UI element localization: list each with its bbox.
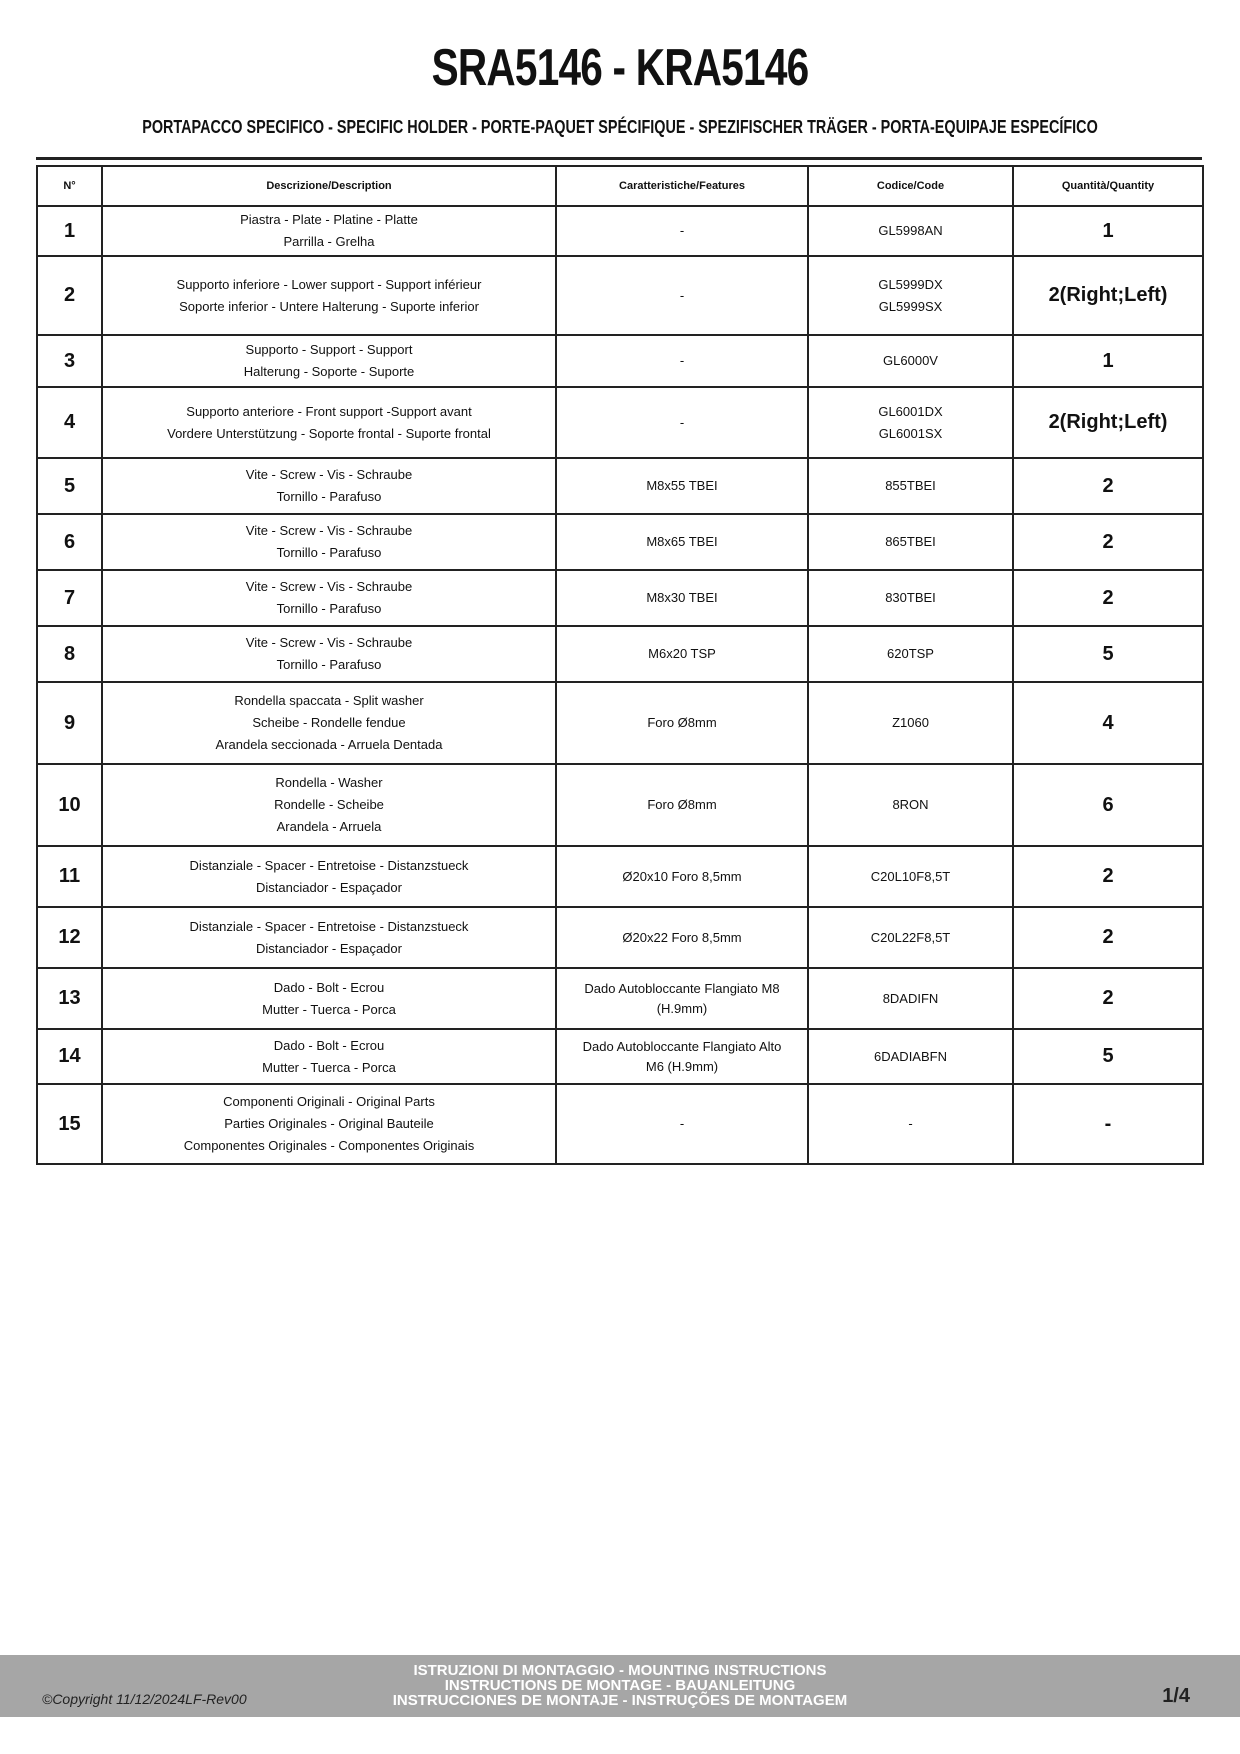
description-line: Vite - Screw - Vis - Schraube <box>245 635 413 650</box>
table-row <box>37 968 1203 1029</box>
code-line: 865TBEI <box>885 534 936 549</box>
cell-code <box>808 335 1013 387</box>
code-line: GL6001SX <box>878 425 943 441</box>
cell-features <box>556 907 808 968</box>
description-line: Dado - Bolt - Ecrou <box>273 979 385 995</box>
cell-code <box>808 907 1013 968</box>
features-line: M8x55 TBEI <box>646 478 718 493</box>
cell-number: 13 <box>37 968 102 1029</box>
cell-description <box>102 514 556 570</box>
table-row <box>37 1029 1203 1084</box>
cell-features <box>556 846 808 907</box>
cell-number: 3 <box>37 335 102 387</box>
features-line: (H.9mm) <box>656 1000 708 1016</box>
cell-features <box>556 387 808 458</box>
description-line: Mutter - Tuerca - Porca <box>262 1059 396 1075</box>
cell-features <box>556 1084 808 1164</box>
code-line: 6DADIABFN <box>874 1048 947 1064</box>
description-line: Mutter - Tuerca - Porca <box>262 1001 396 1017</box>
description-line: Distanziale - Spacer - Entretoise - Distanzstueck <box>189 857 469 873</box>
cell-number: 14 <box>37 1029 102 1084</box>
description-line: Vite - Screw - Vis - Schraube <box>245 467 413 482</box>
description-line: Tornillo - Parafuso <box>276 657 382 672</box>
cell-quantity: 5 <box>1013 1029 1203 1084</box>
code-line: 855TBEI <box>885 478 936 493</box>
description-line: Arandela - Arruela <box>276 819 382 834</box>
features-line: M8x65 TBEI <box>646 534 718 549</box>
table-header-row <box>37 166 1203 206</box>
features-line: - <box>679 287 685 303</box>
column-header-code: Codice/Code <box>808 166 1013 206</box>
column-header-number: N° <box>37 166 102 206</box>
cell-code <box>808 626 1013 682</box>
table-row <box>37 570 1203 626</box>
description-line: Distanciador - Espaçador <box>256 940 402 956</box>
page-title: SRA5146 - KRA5146 <box>431 39 809 97</box>
description-line: Vordere Unterstützung - Soporte frontal - Suporte frontal <box>167 425 491 441</box>
cell-features <box>556 1029 808 1084</box>
cell-quantity: 4 <box>1013 682 1203 764</box>
cell-code <box>808 764 1013 846</box>
cell-description <box>102 626 556 682</box>
cell-quantity: 2(Right;Left) <box>1013 387 1203 458</box>
table-row <box>37 206 1203 256</box>
description-line: Supporto inferiore - Lower support - Support inférieur <box>176 276 482 292</box>
features-line: Dado Autobloccante Flangiato M8 <box>584 980 780 996</box>
cell-code <box>808 206 1013 256</box>
features-line: M8x30 TBEI <box>646 590 718 605</box>
cell-features <box>556 458 808 514</box>
table-row <box>37 1084 1203 1164</box>
code-line: 8RON <box>892 797 929 812</box>
cell-code <box>808 514 1013 570</box>
code-line: GL5999SX <box>878 298 943 314</box>
cell-number: 7 <box>37 570 102 626</box>
description-line: Tornillo - Parafuso <box>276 601 382 616</box>
cell-description <box>102 335 556 387</box>
description-line: Scheibe - Rondelle fendue <box>252 715 406 730</box>
cell-code <box>808 968 1013 1029</box>
table-row <box>37 256 1203 335</box>
page-subtitle: PORTAPACCO SPECIFICO - SPECIFIC HOLDER - PORTE-PAQUET SPÉCIFIQUE - SPEZIFISCHER TRÄGER - PORTA-EQUIPAJE ESPECÍFICO <box>142 117 1098 137</box>
table-row <box>37 458 1203 514</box>
cell-quantity: 1 <box>1013 206 1203 256</box>
cell-features <box>556 968 808 1029</box>
code-line: C20L10F8,5T <box>870 868 951 884</box>
code-line: GL5999DX <box>878 276 943 292</box>
code-line: C20L22F8,5T <box>870 929 951 945</box>
cell-description <box>102 846 556 907</box>
cell-code <box>808 458 1013 514</box>
cell-description <box>102 206 556 256</box>
parts-table-body <box>37 206 1203 1164</box>
cell-quantity: 6 <box>1013 764 1203 846</box>
cell-number: 2 <box>37 256 102 335</box>
description-line: Rondelle - Scheibe <box>274 797 384 812</box>
features-line: - <box>679 353 685 368</box>
footer-line: INSTRUCCIONES DE MONTAJE - INSTRUÇÕES DE MONTAGEM <box>392 1692 848 1709</box>
cell-description <box>102 570 556 626</box>
cell-quantity: 2 <box>1013 968 1203 1029</box>
features-line: - <box>679 223 685 238</box>
table-row <box>37 682 1203 764</box>
code-line: Z1060 <box>892 715 929 730</box>
column-header-features: Caratteristiche/Features <box>556 166 808 206</box>
title-divider <box>36 157 1202 160</box>
description-line: Halterung - Soporte - Suporte <box>243 364 415 379</box>
description-line: Rondella spaccata - Split washer <box>234 693 424 708</box>
cell-quantity: 5 <box>1013 626 1203 682</box>
description-line: Soporte inferior - Untere Halterung - Suporte inferior <box>179 298 479 314</box>
description-line: Distanciador - Espaçador <box>256 879 402 895</box>
code-line: GL6000V <box>883 353 938 368</box>
cell-quantity: 2 <box>1013 570 1203 626</box>
cell-number: 10 <box>37 764 102 846</box>
cell-code <box>808 570 1013 626</box>
description-line: Supporto anteriore - Front support -Support avant <box>186 403 472 419</box>
code-line: 620TSP <box>887 646 934 661</box>
cell-quantity: 2(Right;Left) <box>1013 256 1203 335</box>
description-line: Rondella - Washer <box>275 775 383 790</box>
cell-description <box>102 682 556 764</box>
description-line: Dado - Bolt - Ecrou <box>273 1037 385 1053</box>
column-header-quantity: Quantità/Quantity <box>1013 166 1203 206</box>
code-line: 8DADIFN <box>882 990 939 1006</box>
cell-features <box>556 256 808 335</box>
footer-instructions <box>360 1663 880 1708</box>
code-line: GL6001DX <box>878 403 943 419</box>
description-line: Tornillo - Parafuso <box>276 545 382 560</box>
code-line: GL5998AN <box>878 223 943 238</box>
code-line: - <box>908 1116 913 1131</box>
cell-code <box>808 682 1013 764</box>
cell-number: 12 <box>37 907 102 968</box>
column-header-description: Descrizione/Description <box>102 166 556 206</box>
cell-description <box>102 458 556 514</box>
cell-number: 1 <box>37 206 102 256</box>
description-line: Componentes Originales - Componentes Originais <box>183 1138 475 1153</box>
table-row <box>37 387 1203 458</box>
cell-features <box>556 206 808 256</box>
description-line: Componenti Originali - Original Parts <box>223 1094 435 1109</box>
cell-number: 4 <box>37 387 102 458</box>
cell-number: 5 <box>37 458 102 514</box>
description-line: Tornillo - Parafuso <box>276 489 382 504</box>
cell-features <box>556 335 808 387</box>
description-line: Arandela seccionada - Arruela Dentada <box>215 737 443 752</box>
cell-quantity: 1 <box>1013 335 1203 387</box>
cell-quantity: 2 <box>1013 846 1203 907</box>
cell-features <box>556 570 808 626</box>
cell-description <box>102 1029 556 1084</box>
copyright-text: ©Copyright 11/12/2024LF-Rev00 <box>42 1691 247 1707</box>
features-line: Ø20x22 Foro 8,5mm <box>622 929 742 945</box>
cell-description <box>102 387 556 458</box>
cell-description <box>102 907 556 968</box>
cell-code <box>808 1084 1013 1164</box>
cell-features <box>556 764 808 846</box>
footer-line: ISTRUZIONI DI MONTAGGIO - MOUNTING INSTRUCTIONS <box>413 1662 827 1679</box>
table-row <box>37 764 1203 846</box>
cell-description <box>102 968 556 1029</box>
page-number: 1/4 <box>1162 1685 1190 1707</box>
cell-code <box>808 256 1013 335</box>
cell-features <box>556 682 808 764</box>
description-line: Vite - Screw - Vis - Schraube <box>245 579 413 594</box>
cell-number: 9 <box>37 682 102 764</box>
features-line: M6x20 TSP <box>648 646 716 661</box>
cell-number: 15 <box>37 1084 102 1164</box>
features-line: M6 (H.9mm) <box>645 1058 719 1074</box>
features-line: Ø20x10 Foro 8,5mm <box>622 868 742 884</box>
features-line: Foro Ø8mm <box>647 797 717 812</box>
cell-number: 11 <box>37 846 102 907</box>
code-line: 830TBEI <box>885 590 936 605</box>
description-line: Vite - Screw - Vis - Schraube <box>245 523 413 538</box>
cell-code <box>808 846 1013 907</box>
table-row <box>37 907 1203 968</box>
parts-table <box>36 165 1204 1165</box>
features-line: - <box>679 414 685 430</box>
cell-number: 8 <box>37 626 102 682</box>
cell-quantity: - <box>1013 1084 1203 1164</box>
description-line: Supporto - Support - Support <box>245 342 413 357</box>
cell-quantity: 2 <box>1013 907 1203 968</box>
table-row <box>37 335 1203 387</box>
cell-code <box>808 387 1013 458</box>
table-row <box>37 846 1203 907</box>
features-line: Foro Ø8mm <box>647 715 717 730</box>
table-row <box>37 514 1203 570</box>
description-line: Piastra - Plate - Platine - Platte <box>240 212 418 227</box>
cell-number: 6 <box>37 514 102 570</box>
features-line: - <box>679 1116 685 1131</box>
table-row <box>37 626 1203 682</box>
description-line: Distanziale - Spacer - Entretoise - Distanzstueck <box>189 918 469 934</box>
description-line: Parties Originales - Original Bauteile <box>224 1116 434 1131</box>
cell-description <box>102 1084 556 1164</box>
cell-features <box>556 626 808 682</box>
cell-code <box>808 1029 1013 1084</box>
description-line: Parrilla - Grelha <box>283 234 375 249</box>
footer-bar <box>0 1655 1240 1717</box>
cell-quantity: 2 <box>1013 458 1203 514</box>
features-line: Dado Autobloccante Flangiato Alto <box>582 1038 782 1054</box>
footer-line: INSTRUCTIONS DE MONTAGE - BAUANLEITUNG <box>444 1677 796 1694</box>
cell-description <box>102 764 556 846</box>
cell-description <box>102 256 556 335</box>
cell-features <box>556 514 808 570</box>
cell-quantity: 2 <box>1013 514 1203 570</box>
